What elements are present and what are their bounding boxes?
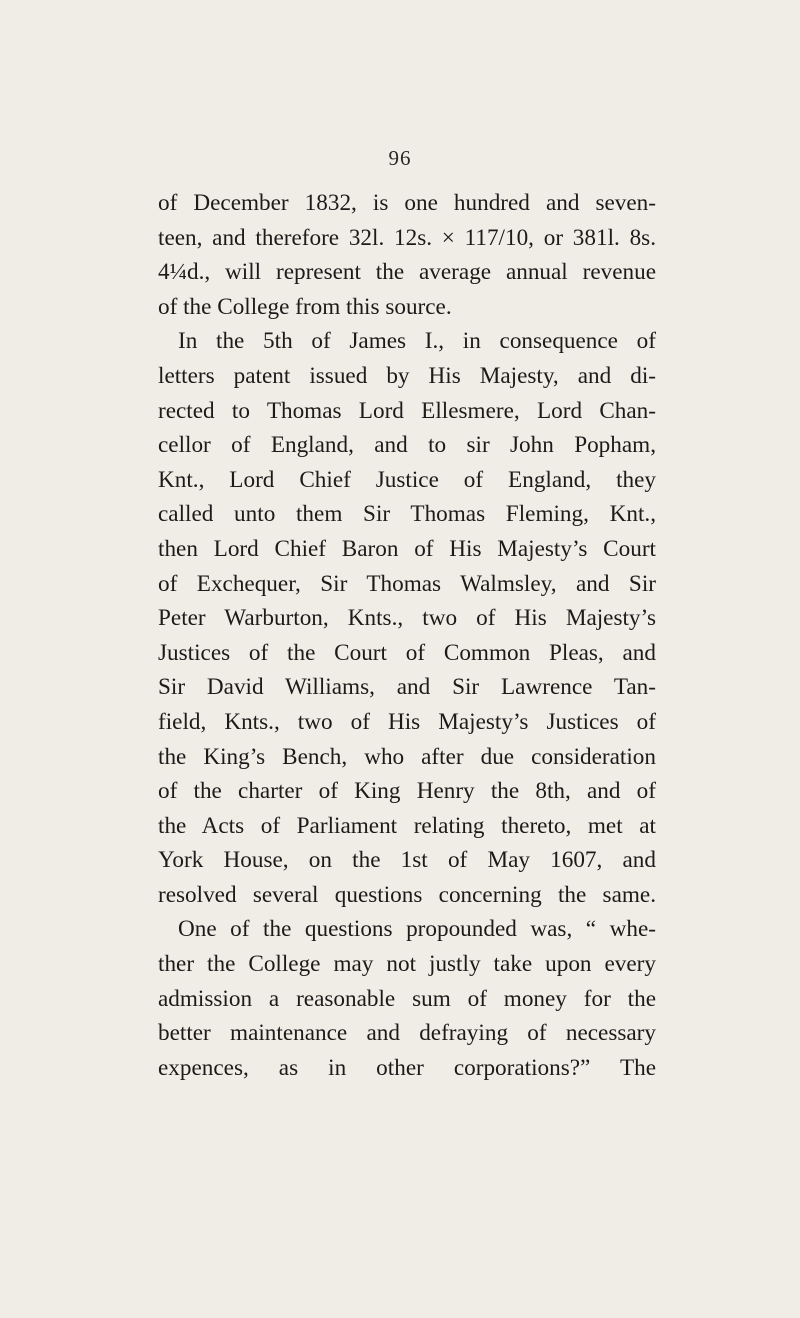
- page-number: 96: [388, 146, 412, 170]
- text-line: teen, and therefore 32l. 12s. × 117/10, or 381l. 8s.: [158, 224, 656, 251]
- text-line: of the charter of King Henry the 8th, and of: [158, 778, 656, 805]
- text-line: cellor of England, and to sir John Popham,: [158, 432, 656, 459]
- text-line: of December 1832, is one hundred and seven-: [158, 190, 656, 216]
- body-text: [158, 186, 656, 1085]
- text-line: 4¼d., will represent the average annual revenue: [158, 259, 656, 286]
- text-line: resolved several questions concerning the same.: [158, 881, 656, 908]
- text-line: called unto them Sir Thomas Fleming, Knt.,: [158, 501, 656, 528]
- text-line: admission a reasonable sum of money for the: [158, 985, 656, 1012]
- text-line: the King’s Bench, who after due consideration: [158, 743, 656, 770]
- text-line: One of the questions propounded was, “ whe-: [178, 916, 656, 943]
- text-line: then Lord Chief Baron of His Majesty’s Court: [158, 535, 656, 562]
- text-line: letters patent issued by His Majesty, and di-: [158, 362, 656, 389]
- text-line: field, Knts., two of His Majesty’s Justices of: [158, 708, 656, 735]
- text-line: Justices of the Court of Common Pleas, and: [158, 639, 656, 666]
- text-line: of Exchequer, Sir Thomas Walmsley, and Sir: [158, 570, 656, 597]
- text-line: ther the College may not justly take upon every: [158, 951, 656, 978]
- text-line: Peter Warburton, Knts., two of His Majesty’s: [158, 605, 656, 632]
- text-line: Sir David Williams, and Sir Lawrence Tan-: [158, 674, 656, 701]
- text-line: In the 5th of James I., in consequence of: [178, 328, 656, 355]
- text-line: expences, as in other corporations?” The: [158, 1054, 656, 1081]
- text-line: of the College from this source.: [158, 293, 452, 320]
- text-line: better maintenance and defraying of necessary: [158, 1020, 656, 1047]
- text-line: Knt., Lord Chief Justice of England, they: [158, 466, 656, 493]
- text-line: rected to Thomas Lord Ellesmere, Lord Chan-: [158, 397, 656, 424]
- text-line: the Acts of Parliament relating thereto, met at: [158, 812, 656, 839]
- text-line: York House, on the 1st of May 1607, and: [158, 847, 656, 874]
